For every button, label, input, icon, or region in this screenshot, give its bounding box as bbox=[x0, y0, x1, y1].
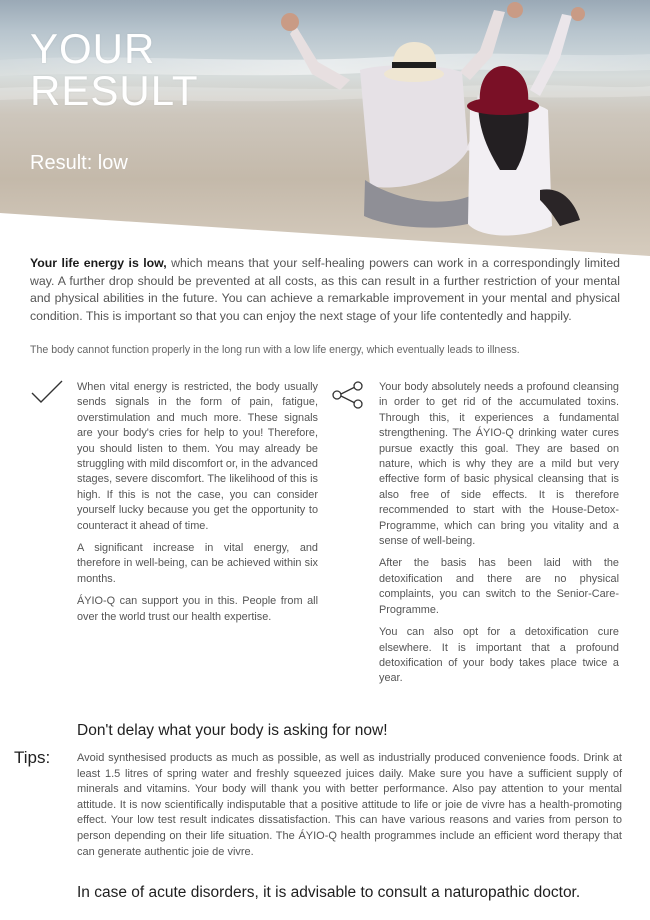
right-paragraph: Your body absolutely needs a profound cleansing in order to get rid of the accumulated toxins. Through this, it experiences a fundamental strengthening. The ÁYIO-Q drinking water cures pursue exactly this goal. They are based on nature, which is why they are a mild but very effective form of basic physical cleansing that is also free of side effects. It is therefore recommended to start with the House-Detox-Programme, which can bring you vitality and a sense of well-being. bbox=[379, 381, 619, 548]
call-to-action-heading: Don't delay what your body is asking for now! bbox=[77, 722, 388, 739]
tips-paragraph: Avoid synthesised products as much as possible, as well as industrially produced convenience foods. Drink at least 1.5 litres of spring water and freshly squeezed juices daily. Make sure you have a sufficient supply of minerals and vitamins. Your body will thank you with better performance. Also pay attention to your mental attitude. It is now scientifically indisputable that a positive attitude to life or joie de vivre has a health-promoting effect. Your low test result indicates dissatisfaction. This can have various reasons and varies from person to person depending on their life situation. The ÁYIO-Q health programmes include an efficient word therapy that can generate authentic joie de vivre. bbox=[77, 752, 622, 858]
page-title-line2: RESULT bbox=[30, 67, 199, 114]
share-icon bbox=[331, 381, 365, 409]
doctor-advice-footer: In case of acute disorders, it is advisable to consult a naturopathic doctor. bbox=[77, 884, 581, 901]
right-column bbox=[379, 380, 619, 694]
page-title bbox=[30, 25, 199, 114]
intro-paragraph bbox=[30, 255, 620, 325]
tips-label: Tips: bbox=[14, 748, 51, 767]
left-paragraph: When vital energy is restricted, the body usually sends signals in the form of pain, fatigue, overstimulation and much more. These signals are your body's cries for help to you! Therefore, you should listen to them. You may already be struggling with mild discomfort or, in the advanced stages, severe discomfort. The likelihood of this is high. If this is not the case, you can consider yourself lucky because you get the opportunity to counteract it ahead of time. bbox=[77, 381, 318, 532]
left-paragraph: A significant increase in vital energy, and therefore in well-being, can be achieved within six months. bbox=[77, 542, 318, 585]
checkmark-icon bbox=[30, 379, 64, 405]
left-column bbox=[77, 380, 318, 632]
intro-lead: Your life energy is low, bbox=[30, 256, 167, 270]
result-subtitle: Result: low bbox=[30, 152, 128, 174]
page-title-line1: YOUR bbox=[30, 25, 156, 72]
right-paragraph: After the basis has been laid with the detoxification and there are no physical complaints, you can switch to the Senior-Care-Programme. bbox=[379, 557, 619, 616]
intro-body: which means that your self-healing powers can work in a correspondingly limited way. A further drop should be prevented at all costs, as this can result in a further restriction of your mental and physical abilities in the future. You can achieve a remarkable improvement in your mental and physical condition. This is important so that you can enjoy the next stage of your life contentedly and happily. bbox=[30, 256, 620, 323]
illness-note: The body cannot function properly in the long run with a low life energy, which eventually leads to illness. bbox=[30, 344, 520, 356]
right-paragraph: You can also opt for a detoxification cure elsewhere. It is important that a profound detoxification of your body takes place twice a year. bbox=[379, 626, 619, 685]
hero-banner bbox=[0, 0, 650, 256]
left-paragraph: ÁYIO-Q can support you in this. People from all over the world trust our health expertise. bbox=[77, 595, 318, 623]
